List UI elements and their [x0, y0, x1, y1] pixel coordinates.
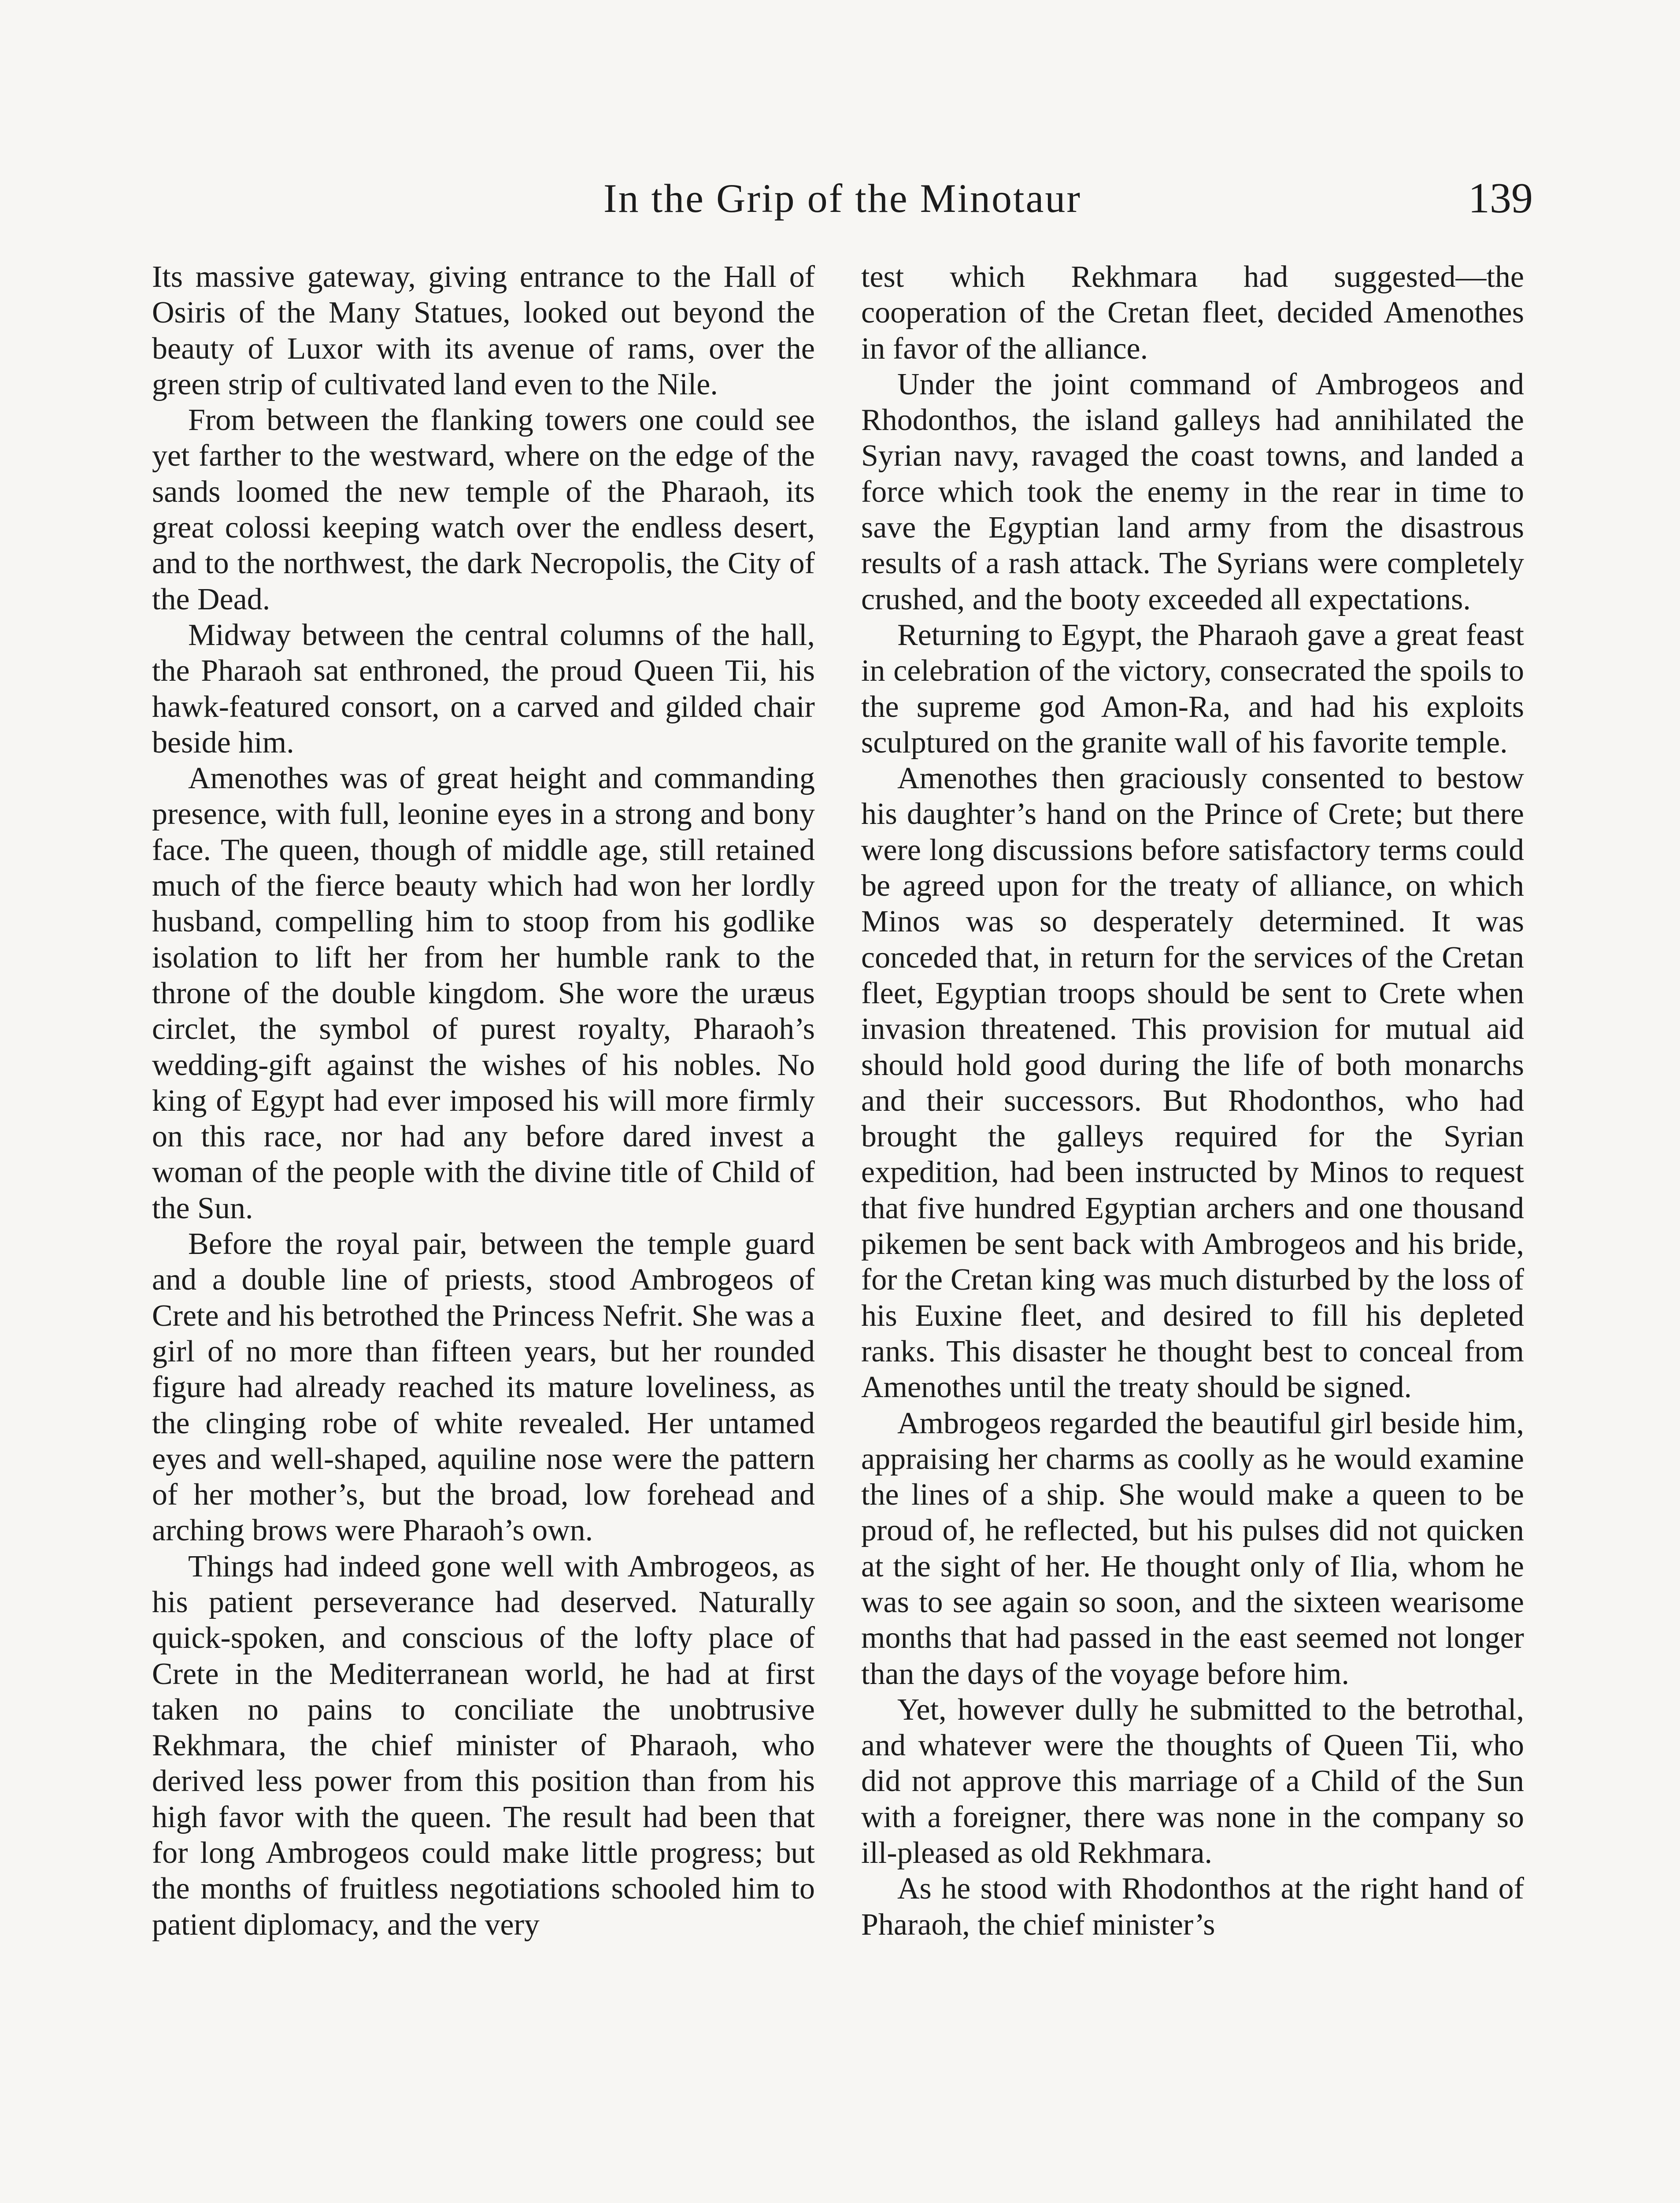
paragraph: Ambrogeos regarded the beautiful girl beside him, appraising her charms as coolly as he would examine the lines of a ship. She would make a queen to be proud of, he reflected, but his pulses did not quicken at the sight of her. He thought only of Ilia, whom he was to see again so soon, and the sixteen wearisome months that had passed in the east seemed not longer than the days of the voyage before him. [861, 1406, 1524, 1691]
paragraph: Yet, however dully he submitted to the betrothal, and whatever were the thoughts of Queen Tii, who did not approve this marriage of a Child of the Sun with a foreigner, there was none in the company so ill-pleased as old Rekhmara. [861, 1692, 1524, 1870]
running-title: In the Grip of the Minotaur [603, 176, 1082, 221]
paragraph: From between the flanking towers one could see yet farther to the westward, where on the edge of the sands loomed the new temple of the Pharaoh, its great colossi keeping watch over the endless desert, and to the northwest, the dark Necropolis, the City of the Dead. [152, 403, 815, 616]
paragraph: Things had indeed gone well with Ambrogeos, as his patient perseverance had deserved. Naturally quick-spoken, and conscious of the lofty place of Crete in the Mediterranean world, he had at first taken no pains to conciliate the unobtrusive Rekhmara, the chief minister of Pharaoh, who derived less power from this position than from his high favor with the queen. The result had been that for long Ambrogeos could make little progress; but the months of fruitless negotiations schooled him to patient diplomacy, and the very [152, 1549, 815, 1942]
paragraph: Returning to Egypt, the Pharaoh gave a great feast in celebration of the victory, consecrated the spoils to the supreme god Amon-Ra, and had his exploits sculptured on the granite wall of his favorite temple. [861, 618, 1524, 760]
running-header [152, 172, 1533, 229]
page-number: 139 [1468, 174, 1533, 222]
right-text-column [861, 259, 1524, 1943]
paragraph: Under the joint command of Ambrogeos and Rhodonthos, the island galleys had annihilated the Syrian navy, ravaged the coast towns, and landed a force which took the enemy in the rear in time to save the Egyptian land army from the disastrous results of a rash attack. The Syrians were completely crushed, and the booty exceeded all expectations. [861, 367, 1524, 616]
left-text-column [152, 259, 815, 1943]
paragraph: Amenothes then graciously consented to bestow his daughter’s hand on the Prince of Crete; but there were long discussions before satisfactory terms could be agreed upon for the treaty of alliance, on which Minos was so desperately determined. It was conceded that, in return for the services of the Cretan fleet, Egyptian troops should be sent to Crete when invasion threatened. This provision for mutual aid should hold good during the life of both monarchs and their successors. But Rhodonthos, who had brought the galleys required for the Syrian expedition, had been instructed by Minos to request that five hundred Egyptian archers and one thousand pikemen be sent back with Ambrogeos and his bride, for the Cretan king was much disturbed by the loss of his Euxine fleet, and desired to fill his depleted ranks. This disaster he thought best to conceal from Amenothes until the treaty should be signed. [861, 761, 1524, 1405]
paragraph: Amenothes was of great height and commanding presence, with full, leonine eyes in a strong and bony face. The queen, though of middle age, still retained much of the fierce beauty which had won her lordly husband, compelling him to stoop from his godlike isolation to lift her from her humble rank to the throne of the double kingdom. She wore the uræus circlet, the symbol of purest royalty, Pharaoh’s wedding-gift against the wishes of his nobles. No king of Egypt had ever imposed his will more firmly on this race, nor had any before dared invest a woman of the people with the divine title of Child of the Sun. [152, 761, 815, 1225]
paragraph: Midway between the central columns of the hall, the Pharaoh sat enthroned, the proud Queen Tii, his hawk-featured consort, on a carved and gilded chair beside him. [152, 618, 815, 760]
paragraph: Before the royal pair, between the temple guard and a double line of priests, stood Ambrogeos of Crete and his betrothed the Princess Nefrit. She was a girl of no more than fifteen years, but her rounded figure had already reached its mature loveliness, as the clinging robe of white revealed. Her untamed eyes and well-shaped, aquiline nose were the pattern of her mother’s, but the broad, low forehead and arching brows were Pharaoh’s own. [152, 1227, 815, 1548]
paragraph: As he stood with Rhodonthos at the right hand of Pharaoh, the chief minister’s [861, 1872, 1524, 1942]
paragraph: Its massive gateway, giving entrance to the Hall of Osiris of the Many Statues, looked out beyond the beauty of Luxor with its avenue of rams, over the green strip of cultivated land even to the Nile. [152, 260, 815, 401]
paragraph: test which Rekhmara had suggested—the cooperation of the Cretan fleet, decided Amenothes in favor of the alliance. [861, 260, 1524, 366]
